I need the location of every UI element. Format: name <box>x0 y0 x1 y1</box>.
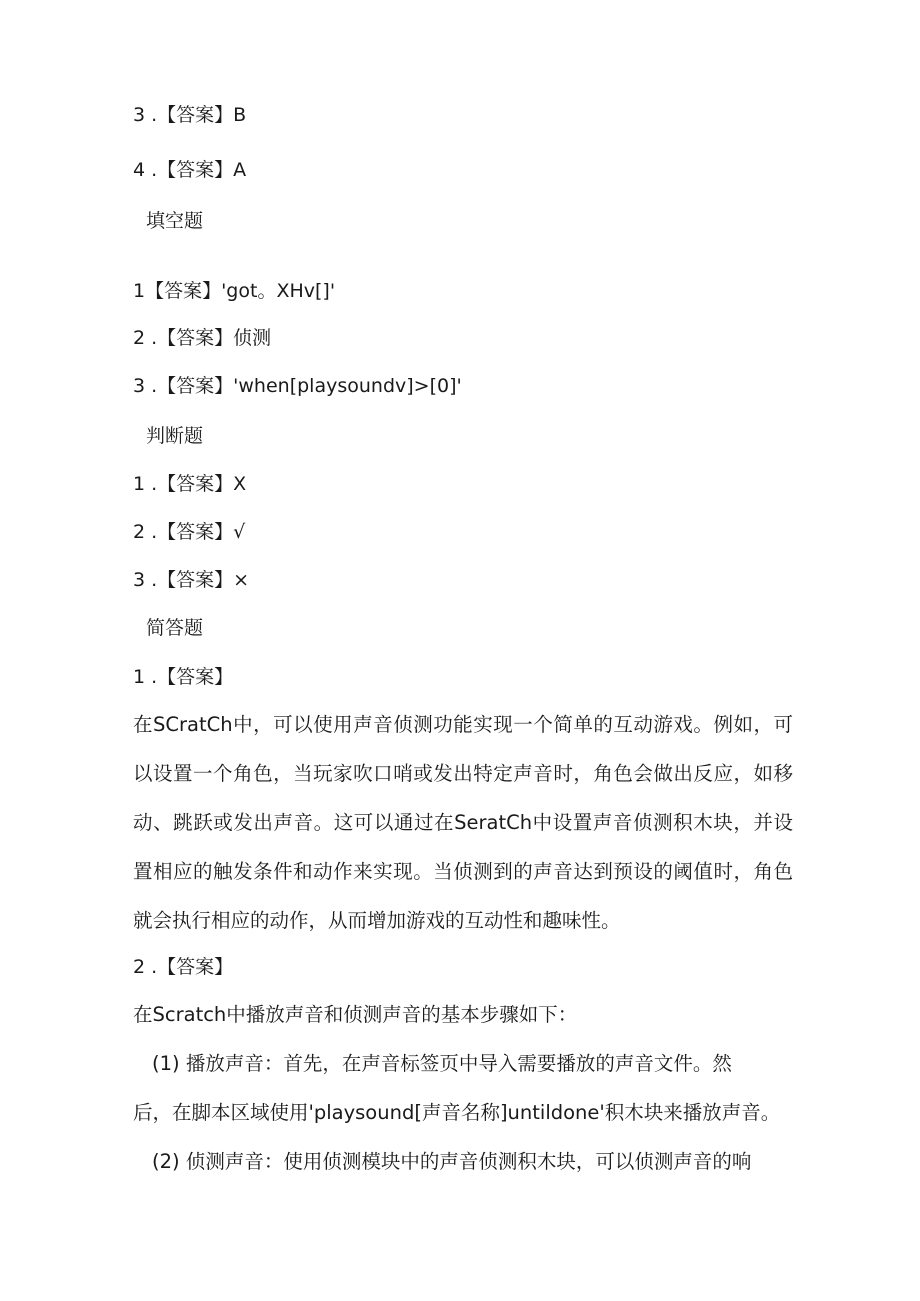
answer-line: 1 .【答案】X <box>133 473 247 495</box>
answer-intro: 在Scratch中播放声音和侦测声音的基本步骤如下： <box>133 1003 578 1026</box>
answer-line: 4 .【答案】A <box>133 159 247 181</box>
answer-line: 3 .【答案】B <box>133 104 247 126</box>
answer-label: 1 .【答案】 <box>133 666 234 688</box>
section-heading-true-false: 判断题 <box>146 425 204 447</box>
step-line: (1) 播放声音：首先，在声音标签页中导入需要播放的声音文件。然 <box>152 1052 732 1075</box>
answer-line: 3 .【答案】'when[playsoundv]>[0]' <box>133 375 462 397</box>
step-line: (2) 侦测声音：使用侦测模块中的声音侦测积木块，可以侦测声音的响 <box>152 1150 752 1173</box>
step-line: 后，在脚本区域使用'playsound[声音名称]untildone'积木块来播放声音。 <box>133 1101 781 1124</box>
section-heading-short-answer: 简答题 <box>146 617 204 639</box>
section-heading-fill-blank: 填空题 <box>146 210 204 232</box>
answer-label: 2 .【答案】 <box>133 956 234 978</box>
answer-line: 3 .【答案】× <box>133 569 250 591</box>
answer-paragraph: 在SCratCh中，可以使用声音侦测功能实现一个简单的互动游戏。例如，可以设置一个角色，当玩家吹口哨或发出特定声音时，角色会做出反应，如移动、跳跃或发出声音。这可以通过在SeratCh中设置声音侦测积木块，并设置相应的触发条件和动作来实现。当侦测到的声音达到预设的阈值时，角色就会执行相应的动作，从而增加游戏的互动性和趣味性。 <box>133 713 793 932</box>
answer-line: 1【答案】'got。XHv[]' <box>133 280 336 302</box>
answer-line: 2 .【答案】√ <box>133 521 246 543</box>
answer-line: 2 .【答案】侦测 <box>133 327 272 349</box>
